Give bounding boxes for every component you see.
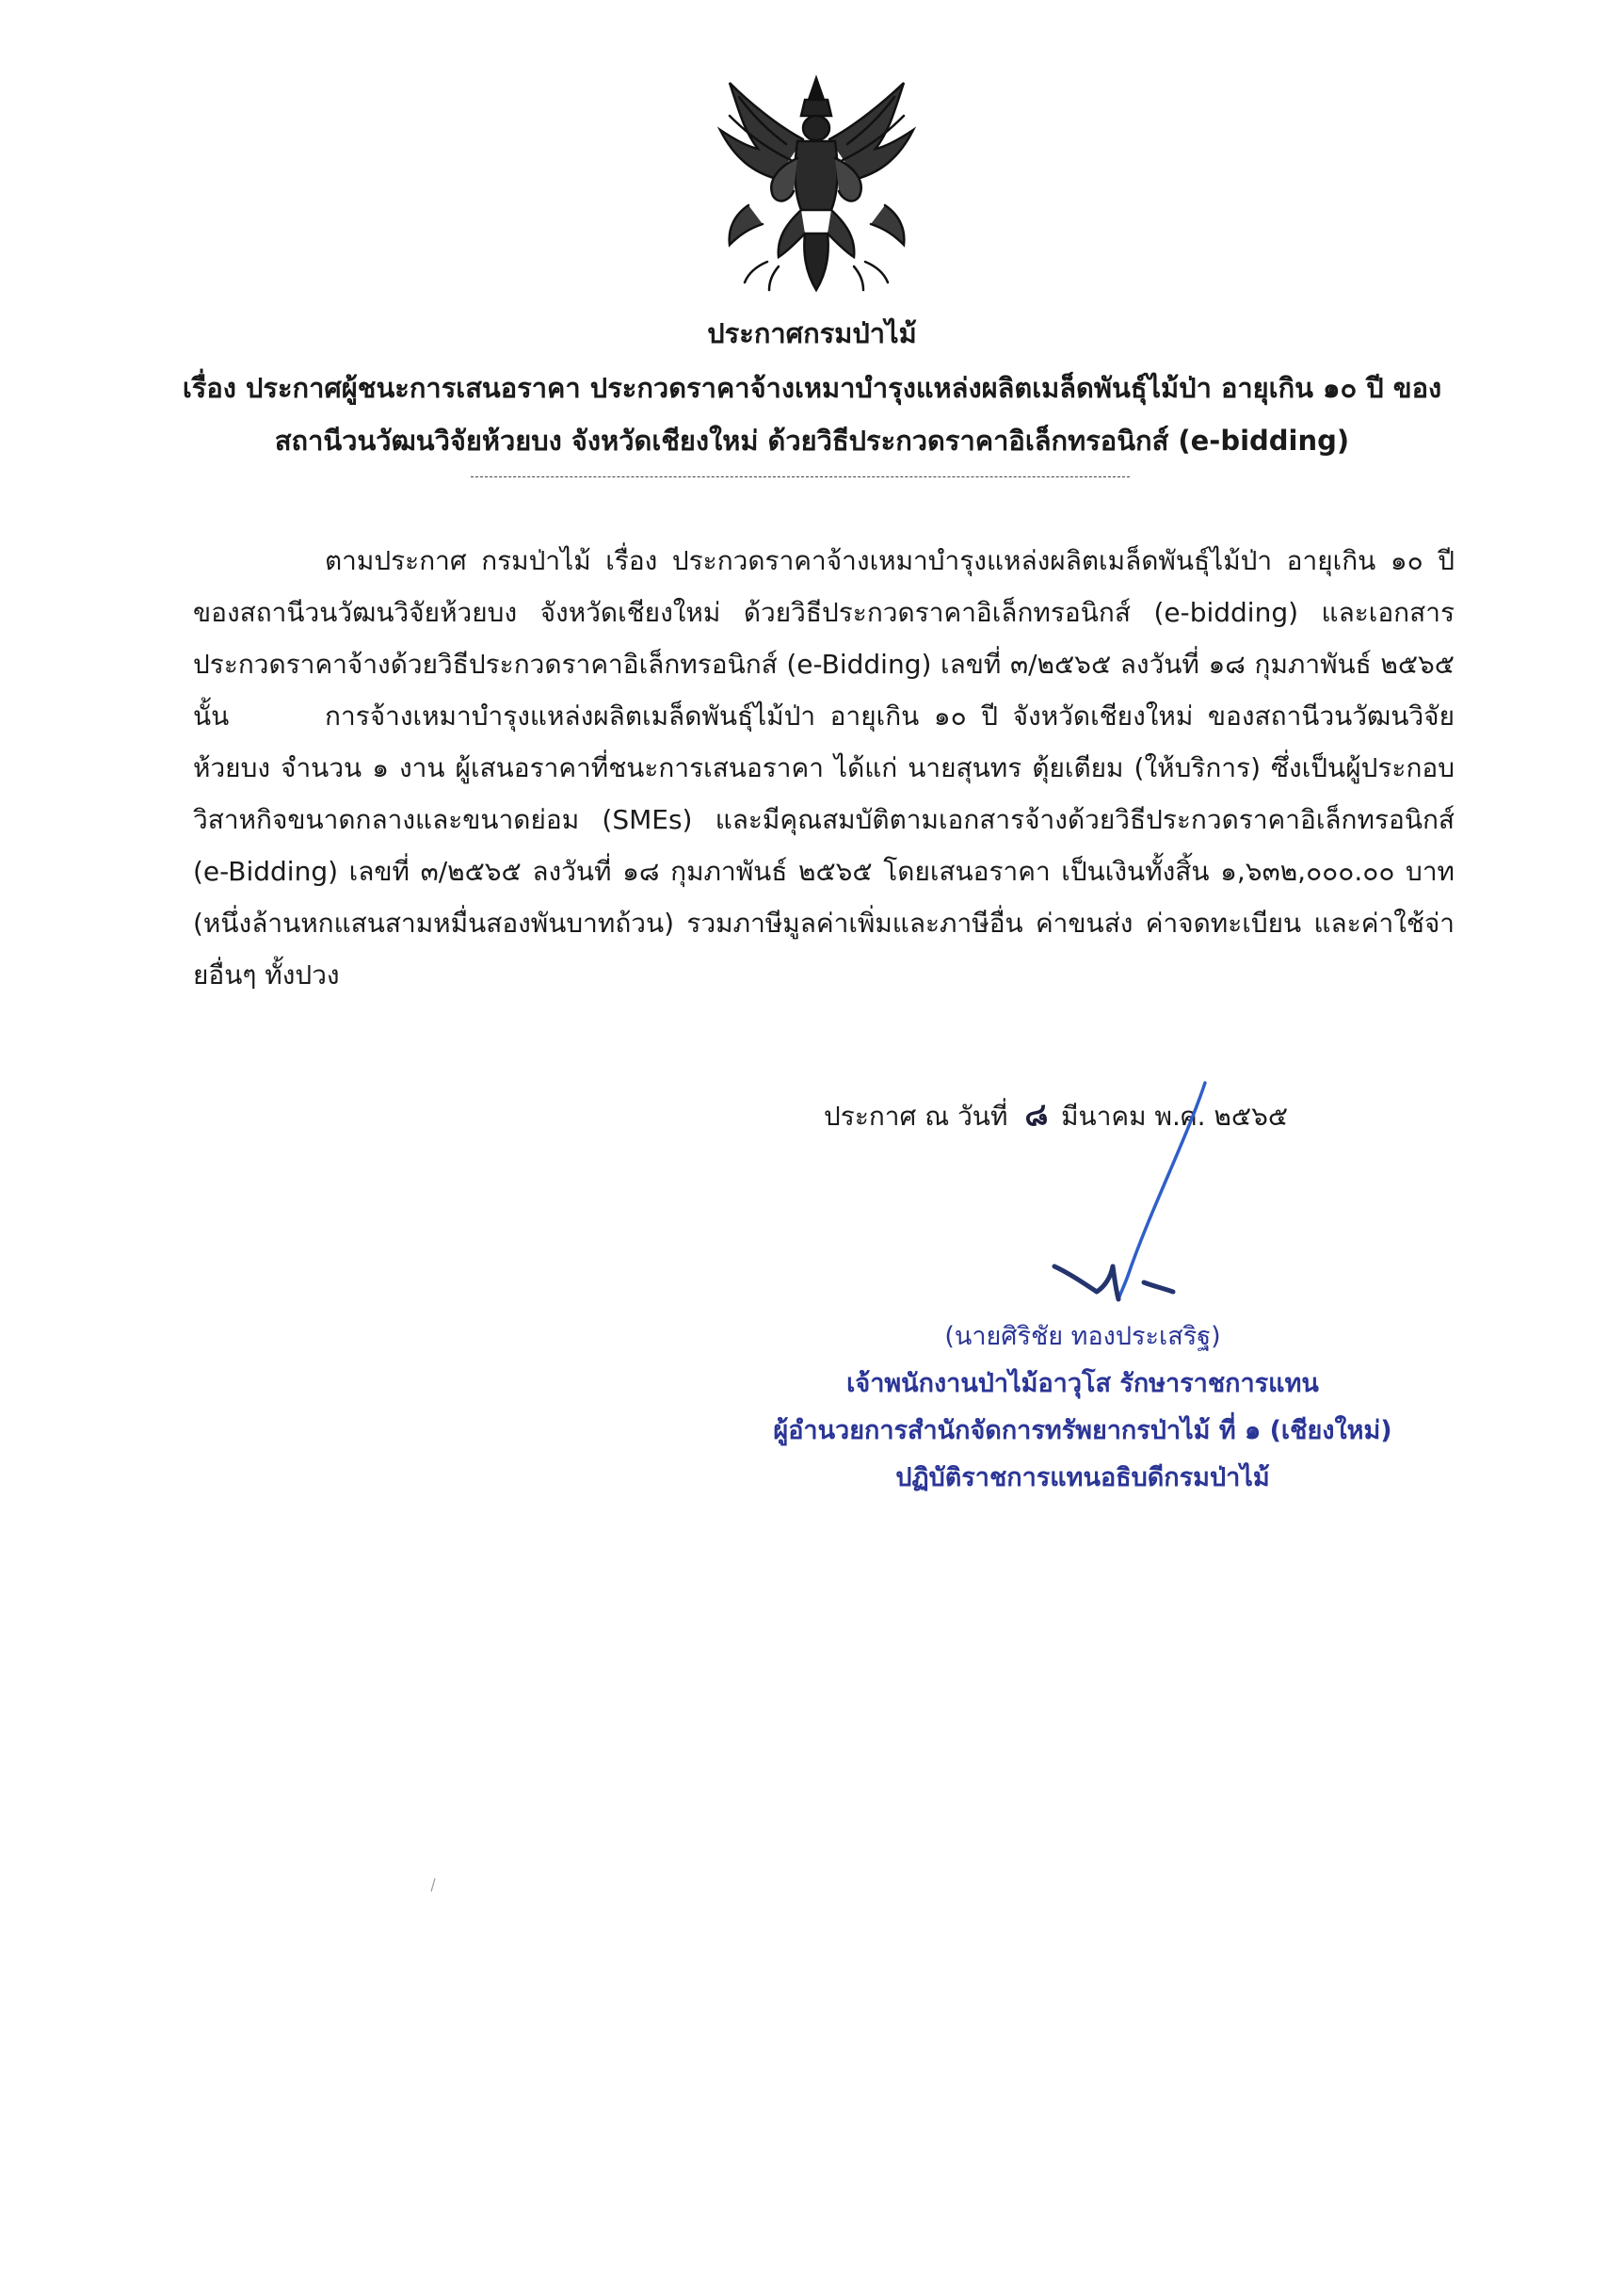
signatory-name: (นายศิริชัย ทองประเสริฐ)	[944, 1322, 1221, 1351]
signatory-position-1-text: เจ้าพนักงานป่าไม้อาวุโส รักษาราชการแทน	[846, 1369, 1319, 1398]
scan-mark	[429, 1877, 437, 1892]
subject-line-2: สถานีวนวัฒนวิจัยห้วยบง จังหวัดเชียงใหม่ ด้วยวิธีประกวดราคาอิเล็กทรอนิกส์ (e-bidding)	[274, 425, 1350, 457]
signatory-position-1	[753, 1361, 1412, 1408]
signatory-block	[753, 1313, 1412, 1502]
announcement-month-year: มีนาคม พ.ศ. ๒๕๖๕	[1061, 1101, 1289, 1132]
garuda-emblem-icon	[711, 73, 923, 295]
signatory-position-3-text: ปฏิบัติราชการแทนอธิบดีกรมป่าไม้	[895, 1463, 1270, 1492]
body-paragraph-1: ตามประกาศ กรมป่าไม้ เรื่อง ประกวดราคาจ้างเหมาบำรุงแหล่งผลิตเมล็ดพันธุ์ไม้ป่า อายุเกิน ๑๐ ปี ของสถานีวนวัฒนวิจัยห้วยบง จังหวัดเชียงใหม่ ด้วยวิธีประกวดราคาอิเล็กทรอนิกส์ (e-bidding) และเอกสารประกวดราคาจ้างด้วยวิธีประกวดราคาอิเล็กทรอนิกส์ (e-Bidding) เลขที่ ๓/๒๕๖๕ ลงวันที่ ๑๘ กุมภาพันธ์ ๒๕๖๕ นั้น	[193, 545, 1455, 732]
separator-dashed-line	[471, 476, 1130, 477]
body-paragraph-2: การจ้างเหมาบำรุงแหล่งผลิตเมล็ดพันธุ์ไม้ป่า อายุเกิน ๑๐ ปี จังหวัดเชียงใหม่ ของสถานีวนวัฒนวิจัยห้วยบง จำนวน ๑ งาน ผู้เสนอราคาที่ชนะการเสนอราคา ได้แก่ นายสุนทร ตุ้ยเตียม (ให้บริการ) ซึ่งเป็นผู้ประกอบวิสาหกิจขนาดกลางและขนาดย่อม (SMEs) และมีคุณสมบัติตามเอกสารจ้างด้วยวิธีประกวดราคาอิเล็กทรอนิกส์ (e-Bidding) เลขที่ ๓/๒๕๖๕ ลงวันที่ ๑๘ กุมภาพันธ์ ๒๕๖๕ โดยเสนอราคา เป็นเงินทั้งสิ้น ๑,๖๓๒,๐๐๐.๐๐ บาท (หนึ่งล้านหกแสนสามหมื่นสองพันบาทถ้วน) รวมภาษีมูลค่าเพิ่มและภาษีอื่น ค่าขนส่ง ค่าจดทะเบียน และค่าใช้จ่ายอื่นๆ ทั้งปวง	[193, 701, 1455, 990]
signatory-position-3	[753, 1455, 1412, 1502]
subject-line-1: เรื่อง ประกาศผู้ชนะการเสนอราคา ประกวดราคาจ้างเหมาบำรุงแหล่งผลิตเมล็ดพันธุ์ไม้ป่า อายุเกิน ๑๐ ปี ของ	[182, 372, 1442, 404]
announcement-prefix: ประกาศ ณ วันที่	[824, 1101, 1008, 1132]
signature-mark-icon	[1017, 1073, 1262, 1318]
announcement-day: ๘	[1021, 1095, 1051, 1135]
signatory-position-2-text: ผู้อำนวยการสำนักจัดการทรัพยากรป่าไม้ ที่ ๑ (เชียงใหม่)	[773, 1416, 1392, 1445]
signatory-position-2	[753, 1408, 1412, 1455]
document-issuer: ประกาศกรมป่าไม้	[707, 317, 917, 349]
